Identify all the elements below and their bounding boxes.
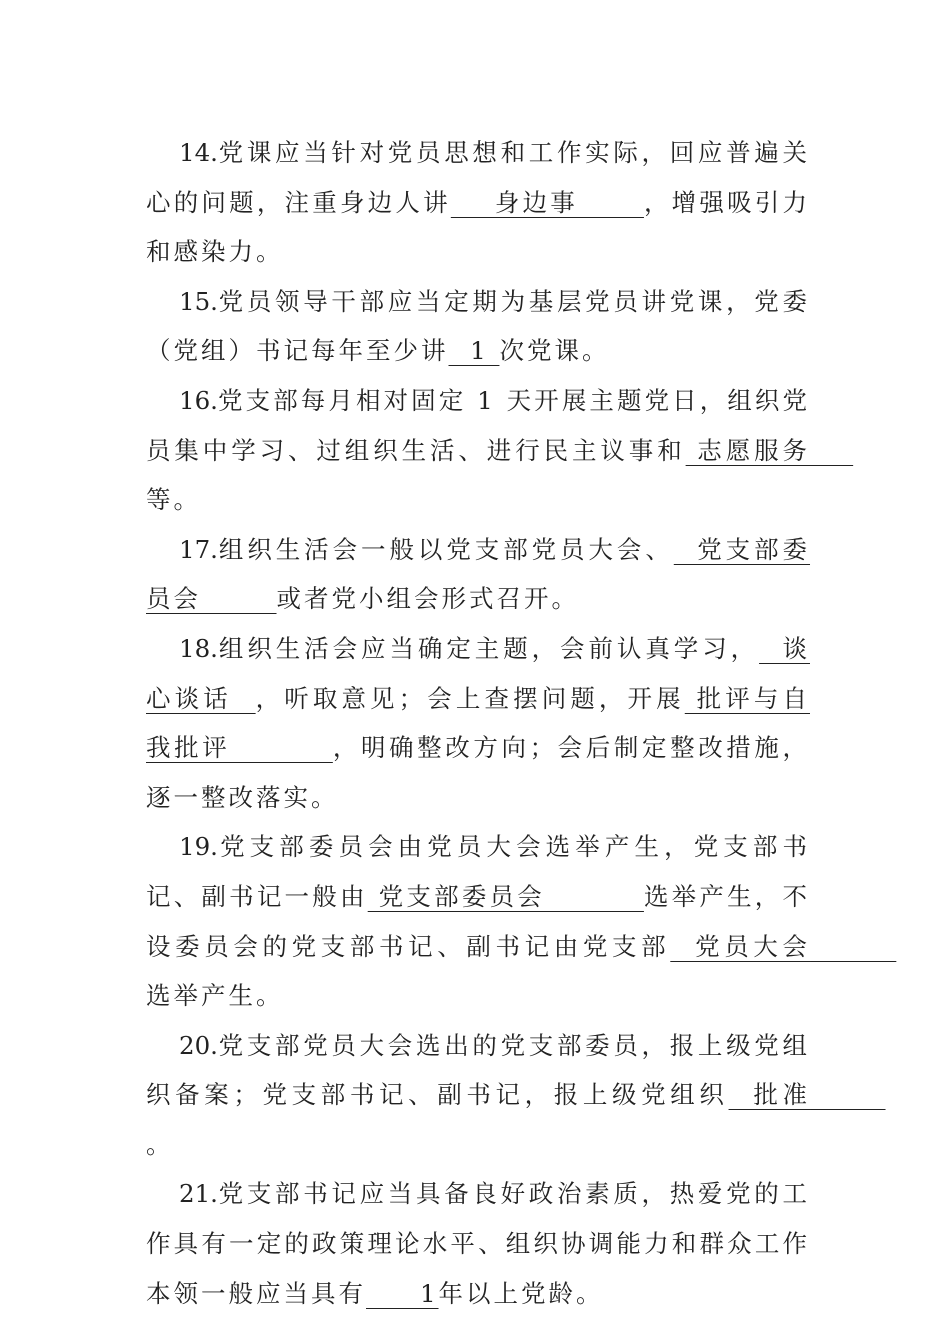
- fill-blank-answer: 1: [448, 336, 500, 366]
- question-text: 组织生活会一般以党支部党员大会、: [217, 534, 674, 564]
- question-text: 党支部书记应当具备良好政治素质，热爱党的工作具有一定的政策理论水平、组织协调能力和群众工作本领一般应当具有: [146, 1179, 810, 1308]
- question-paragraph: [146, 624, 810, 822]
- question-paragraph: [146, 1021, 886, 1170]
- question-text: 等。: [146, 485, 201, 515]
- fill-blank-answer: 身边事: [450, 187, 644, 217]
- fill-blank-answer: 党支部委员会: [146, 534, 811, 614]
- question-number: 18.: [179, 633, 218, 663]
- question-text: ，明确整改方向；会后制定整改措施，逐一整改落实。: [146, 733, 811, 812]
- question-text: 党课应当针对党员思想和工作实际，回应普遍关心的问题，注重身边人讲: [146, 138, 810, 217]
- question-number: 14.: [179, 138, 218, 167]
- question-paragraph: [146, 277, 810, 376]
- question-text: 选举产生，不设委员会的党支部书记、副书记由党支部: [146, 881, 810, 961]
- question-paragraph: [146, 822, 897, 1020]
- question-text: 党支部委员会由党员大会选举产生，党支部书记、副书记一般由: [146, 832, 810, 911]
- question-text: 组织生活会应当确定主题，会前认真学习，: [217, 633, 760, 663]
- fill-blank-answer: 党支部委员会: [367, 881, 644, 911]
- question-text: 党支部每月相对固定 1 天开展主题党日，组织党员集中学习、过组织生活、进行民主议事和: [146, 385, 810, 465]
- question-text: 次党课。: [499, 336, 610, 366]
- document-page: [146, 128, 897, 1318]
- question-text: 党支部党员大会选出的党支部委员，报上级党组织备案；党支部书记、副书记，报上级党组织: [146, 1030, 810, 1110]
- question-text: 。: [146, 1129, 174, 1159]
- question-paragraph: [146, 525, 810, 624]
- fill-blank-answer: 党员大会: [670, 931, 897, 961]
- question-number: 21.: [179, 1179, 218, 1209]
- question-number: 20.: [179, 1030, 218, 1060]
- question-number: 16.: [179, 385, 218, 415]
- question-text: ，听取意见；会上查摆问题，开展: [255, 683, 685, 713]
- fill-blank-answer: 批准: [728, 1080, 886, 1110]
- fill-blank-answer: 谈心谈话: [146, 633, 810, 713]
- question-text: 党员领导干部应当定期为基层党员讲党课，党委（党组）书记每年至少讲: [146, 286, 810, 366]
- question-paragraph: [146, 376, 854, 525]
- question-text: ，增强吸引力和感染力。: [146, 187, 811, 267]
- question-text: 年以上党龄。: [438, 1278, 604, 1308]
- question-paragraph: [146, 1169, 810, 1318]
- question-paragraph: [146, 128, 810, 277]
- question-number: 15.: [179, 286, 218, 316]
- fill-blank-answer: 1: [366, 1278, 439, 1308]
- question-number: 19.: [179, 832, 218, 862]
- question-number: 17.: [179, 534, 218, 564]
- question-text: 选举产生。: [146, 981, 284, 1011]
- question-text: 或者党小组会形式召开。: [276, 584, 580, 614]
- fill-blank-answer: 批评与自我批评: [146, 683, 810, 763]
- fill-blank-answer: 志愿服务: [685, 435, 854, 465]
